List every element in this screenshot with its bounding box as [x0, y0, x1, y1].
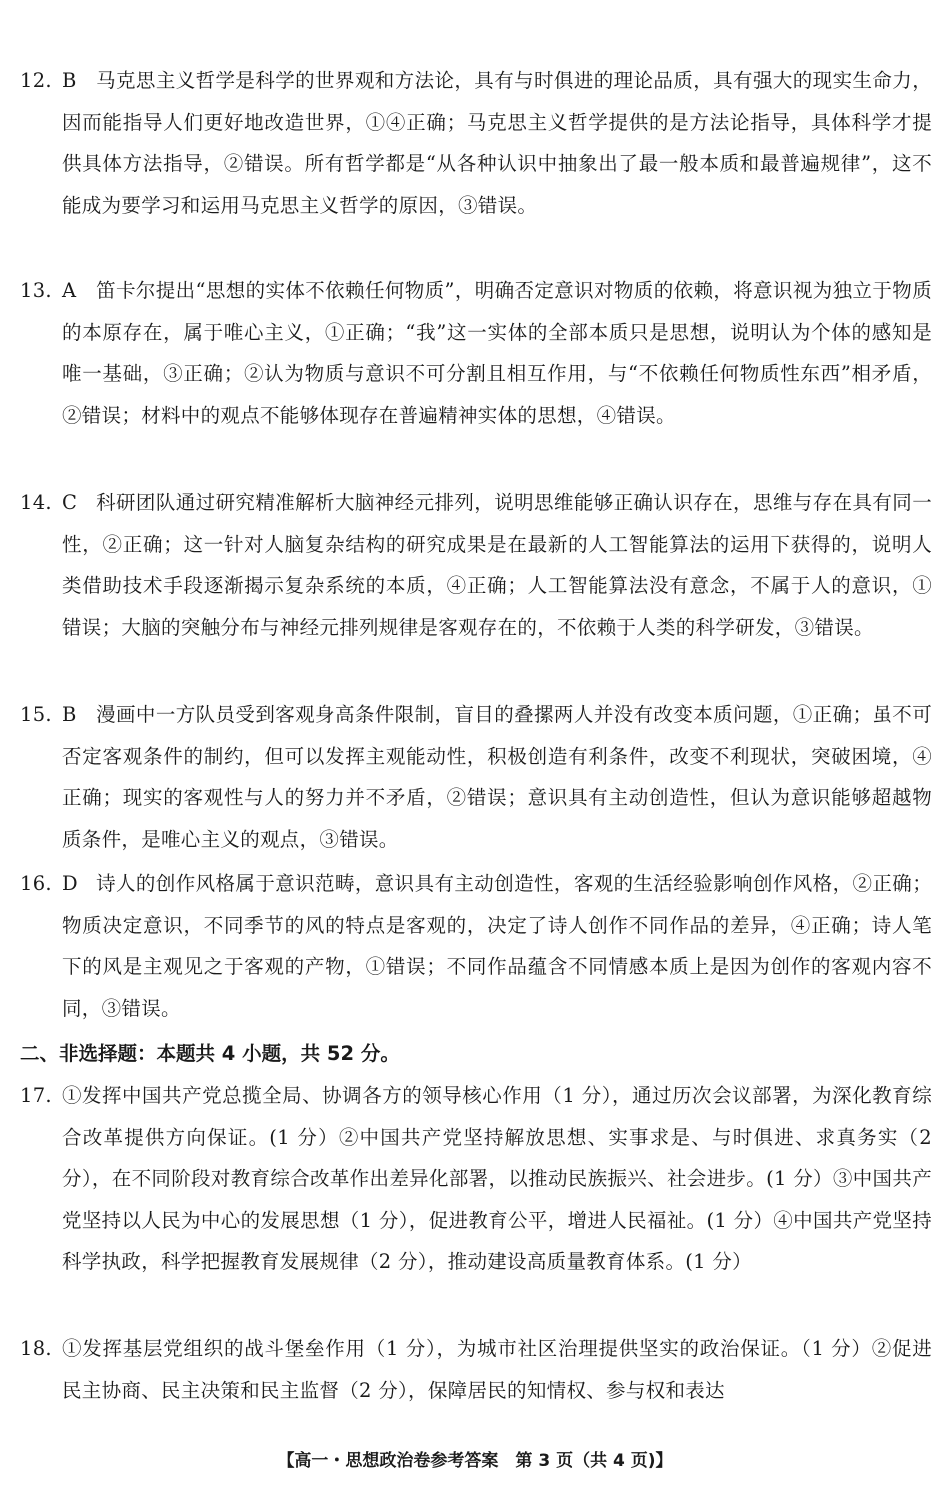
item-explanation: 诗人的创作风格属于意识范畴，意识具有主动创造性，客观的生活经验影响创作风格，②正确；物质决定意识，不同季节的风的特点是客观的，决定了诗人创作不同作品的差异，④正确；诗人笔下的风是主观见之于客观的产物，①错误；不同作品蕴含不同情感本质上是因为创作的客观内容不同，③错误。	[62, 872, 932, 1020]
item-explanation: 马克思主义哲学是科学的世界观和方法论，具有与时俱进的理论品质，具有强大的现实生命力，因而能指导人们更好地改造世界，①④正确；马克思主义哲学提供的是方法论指导，具体科学才提供具体方法指导，②错误。所有哲学都是“从各种认识中抽象出了最一般本质和最普遍规律”，这不能成为要学习和运用马克思主义哲学的原因，③错误。	[62, 69, 932, 217]
item-number: 18.	[20, 1337, 52, 1360]
item-number: 12.	[20, 69, 52, 92]
item-number: 17.	[20, 1084, 52, 1107]
item-explanation: 科研团队通过研究精准解析大脑神经元排列，说明思维能够正确认识存在，思维与存在具有同一性，②正确；这一针对人脑复杂结构的研究成果是在最新的人工智能算法的运用下获得的，说明人类借助技术手段逐渐揭示复杂系统的本质，④正确；人工智能算法没有意念，不属于人的意识，①错误；大脑的突触分布与神经元排列规律是客观存在的，不依赖于人类的科学研发，③错误。	[62, 491, 932, 639]
item-answer: A	[62, 279, 77, 302]
item-number: 15.	[20, 703, 52, 726]
item-answer: B	[62, 69, 77, 92]
answer-item-16	[20, 863, 932, 1029]
item-explanation: 漫画中一方队员受到客观身高条件限制，盲目的叠摞两人并没有改变本质问题，①正确；虽不可否定客观条件的制约，但可以发挥主观能动性，积极创造有利条件，改变不利现状，突破困境，④正确；现实的客观性与人的努力并不矛盾，②错误；意识具有主动创造性，但认为意识能够超越物质条件，是唯心主义的观点，③错误。	[62, 703, 932, 851]
item-answer: B	[62, 703, 77, 726]
answer-item-17	[20, 1075, 932, 1283]
item-number: 16.	[20, 872, 52, 895]
answer-item-13	[20, 270, 932, 436]
item-answer: C	[62, 491, 78, 514]
answer-item-14	[20, 482, 932, 648]
item-explanation: ①发挥基层党组织的战斗堡垒作用（1 分），为城市社区治理提供坚实的政治保证。（1 分）②促进民主协商、民主决策和民主监督（2 分），保障居民的知情权、参与权和表达	[62, 1337, 932, 1402]
section-heading: 二、非选择题：本题共 4 小题，共 52 分。	[20, 1042, 400, 1065]
item-number: 13.	[20, 279, 52, 302]
answer-item-15	[20, 694, 932, 860]
item-number: 14.	[20, 491, 52, 514]
item-explanation: 笛卡尔提出“思想的实体不依赖任何物质”，明确否定意识对物质的依赖，将意识视为独立于物质的本原存在，属于唯心主义，①正确；“我”这一实体的全部本质只是思想，说明认为个体的感知是唯一基础，③正确；②认为物质与意识不可分割且相互作用，与“不依赖任何物质性东西”相矛盾，②错误；材料中的观点不能够体现存在普遍精神实体的思想，④错误。	[62, 279, 932, 427]
item-answer: D	[62, 872, 78, 895]
item-explanation: ①发挥中国共产党总揽全局、协调各方的领导核心作用（1 分），通过历次会议部署，为深化教育综合改革提供方向保证。(1 分）②中国共产党坚持解放思想、实事求是、与时俱进、求真务实（2 分），在不同阶段对教育综合改革作出差异化部署，以推动民族振兴、社会进步。(1 分）③中国共产党坚持以人民为中心的发展思想（1 分），促进教育公平，增进人民福祉。(1 分）④中国共产党坚持科学执政，科学把握教育发展规律（2 分），推动建设高质量教育体系。(1 分）	[62, 1084, 932, 1273]
page-footer: 【高一・思想政治卷参考答案 第 3 页（共 4 页)】	[277, 1451, 673, 1471]
answer-item-18	[20, 1328, 932, 1411]
answer-item-12	[20, 60, 932, 226]
